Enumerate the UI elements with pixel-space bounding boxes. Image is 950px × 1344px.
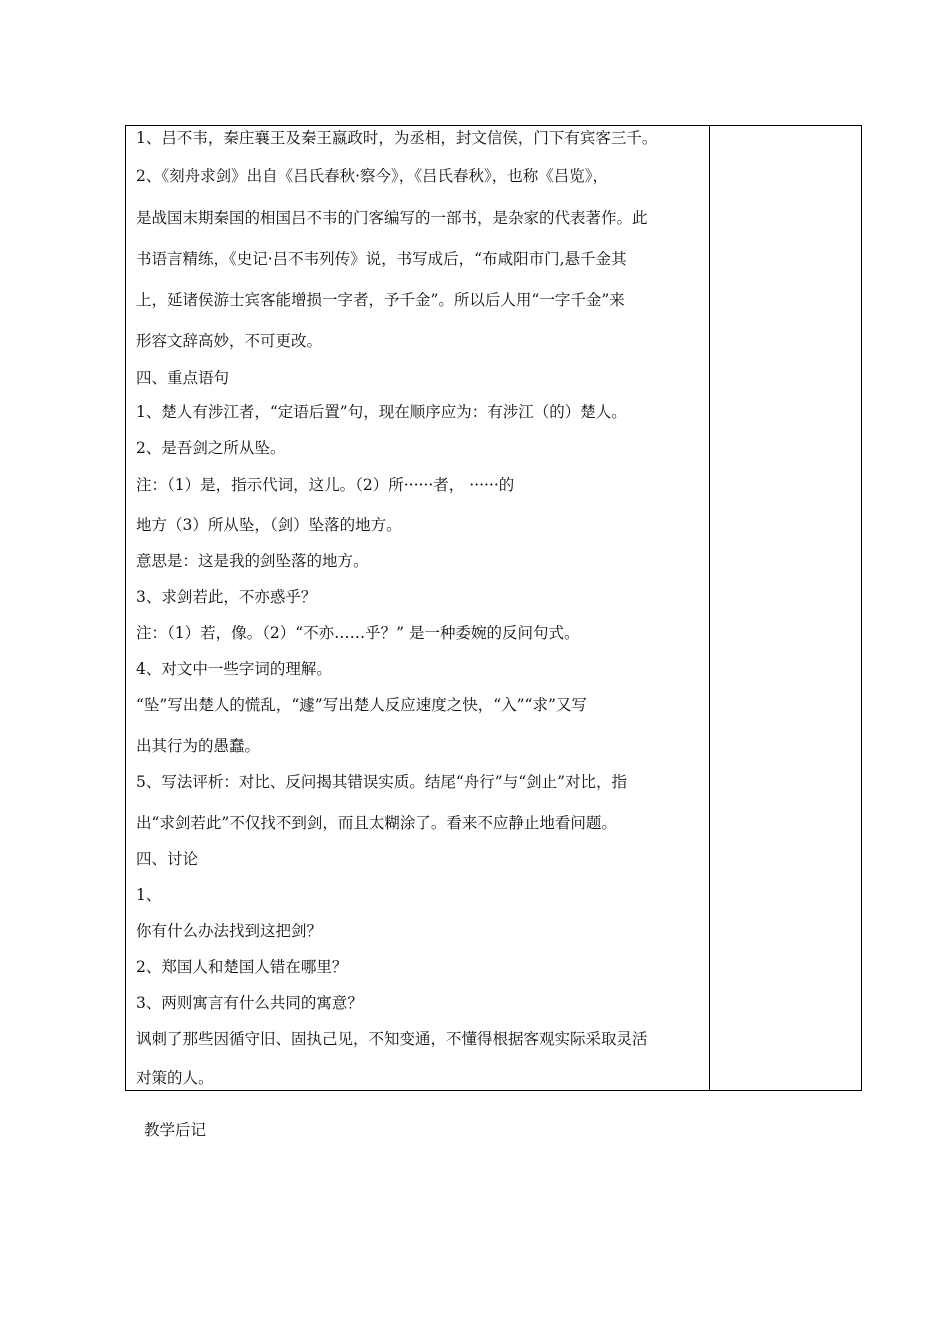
text-line: 对策的人。 [136, 1069, 214, 1087]
section-heading: 四、重点语句 [136, 369, 230, 387]
text-line: 4、对文中一些字词的理解。 [136, 660, 332, 678]
text-line: 注：（1）若，像。（2）“不亦……乎？” 是一种委婉的反问句式。 [136, 624, 580, 642]
text-line: 1、 [136, 886, 162, 904]
section-heading: 四、讨论 [136, 850, 199, 868]
text-line: 出其行为的愚蠢。 [136, 737, 261, 755]
text-line: 书语言精练，《史记·吕不韦列传》说，书写成后，“布咸阳市门,悬千金其 [136, 250, 627, 268]
notes-cell [710, 126, 861, 1090]
text-line: 1、吕不韦，秦庄襄王及秦王嬴政时，为丞相，封文信侯，门下有宾客三千。 [136, 129, 658, 147]
text-line: 注：（1）是，指示代词，这儿。（2）所······者， ······的 [136, 476, 515, 494]
text-line: 上，延诸侯游士宾客能增损一字者，予千金”。所以后人用“一字千金”来 [136, 291, 625, 309]
lesson-content-cell [126, 126, 710, 1090]
lesson-table [125, 125, 862, 1091]
text-line: 你有什么办法找到这把剑？ [136, 922, 323, 940]
afterword-heading: 教学后记 [144, 1121, 207, 1139]
text-line: 是战国末期秦国的相国吕不韦的门客编写的一部书，是杂家的代表著作。此 [136, 209, 648, 227]
text-line: 形容文辞高妙，不可更改。 [136, 332, 323, 350]
text-line: 3、求剑若此，不亦惑乎？ [136, 588, 317, 606]
text-line: 2、是吾剑之所从坠。 [136, 439, 286, 457]
text-line: 2、《刻舟求剑》出自《吕氏春秋·察今》，《吕氏春秋》，也称《吕览》， [136, 167, 609, 185]
text-line: “坠”写出楚人的慌乱，“遽”写出楚人反应速度之快，“入”“求”又写 [136, 696, 587, 714]
text-line: 地方（3）所从坠，（剑）坠落的地方。 [136, 516, 402, 534]
text-line: 意思是：这是我的剑坠落的地方。 [136, 552, 369, 570]
text-line: 5、写法评析：对比、反问揭其错误实质。结尾“舟行”与“剑止”对比，指 [136, 773, 628, 791]
text-line: 2、郑国人和楚国人错在哪里？ [136, 958, 348, 976]
text-line: 出“求剑若此”不仅找不到剑，而且太糊涂了。看来不应静止地看问题。 [136, 814, 617, 832]
text-line: 1、楚人有涉江者，“定语后置”句，现在顺序应为：有涉江（的）楚人。 [136, 403, 627, 421]
text-line: 3、两则寓言有什么共同的寓意？ [136, 994, 363, 1012]
text-line: 讽刺了那些因循守旧、固执己见，不知变通，不懂得根据客观实际采取灵活 [136, 1030, 648, 1048]
